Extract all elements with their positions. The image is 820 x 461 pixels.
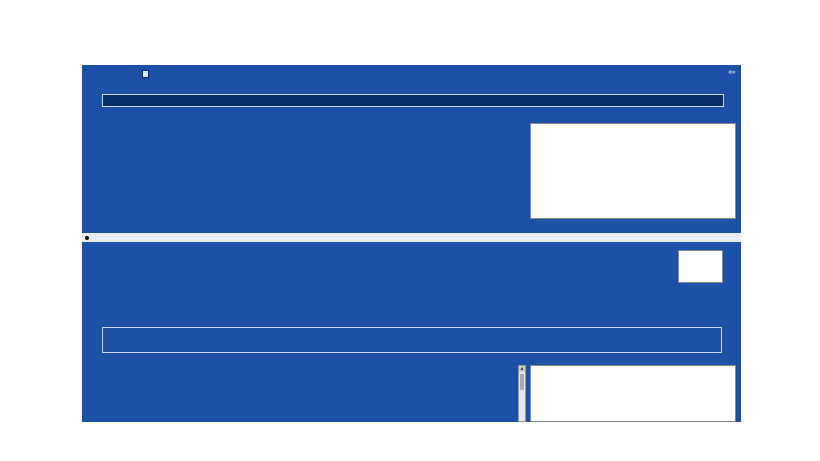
yield-chart [102,327,722,353]
section-header [82,233,741,242]
defect-pie-chart [671,144,733,206]
bullet-icon [85,236,89,240]
process-scrollbar[interactable] [518,365,526,422]
capacity-x-ticks [94,308,654,315]
cumulative-defects-panel [530,123,736,219]
today-defect-pie-chart [671,378,729,416]
arrow-left-icon[interactable]: ⇦ [728,67,736,77]
capacity-chart [94,243,666,308]
today-defects-panel [530,365,736,422]
scroll-up-icon[interactable]: ▲ [519,366,525,372]
scroll-thumb[interactable] [520,374,524,390]
document-icon[interactable] [142,70,149,78]
dashboard-screen [82,65,741,422]
downtime-timeline [102,94,724,107]
capacity-legend [678,250,723,283]
timeline-ticks [94,112,728,119]
